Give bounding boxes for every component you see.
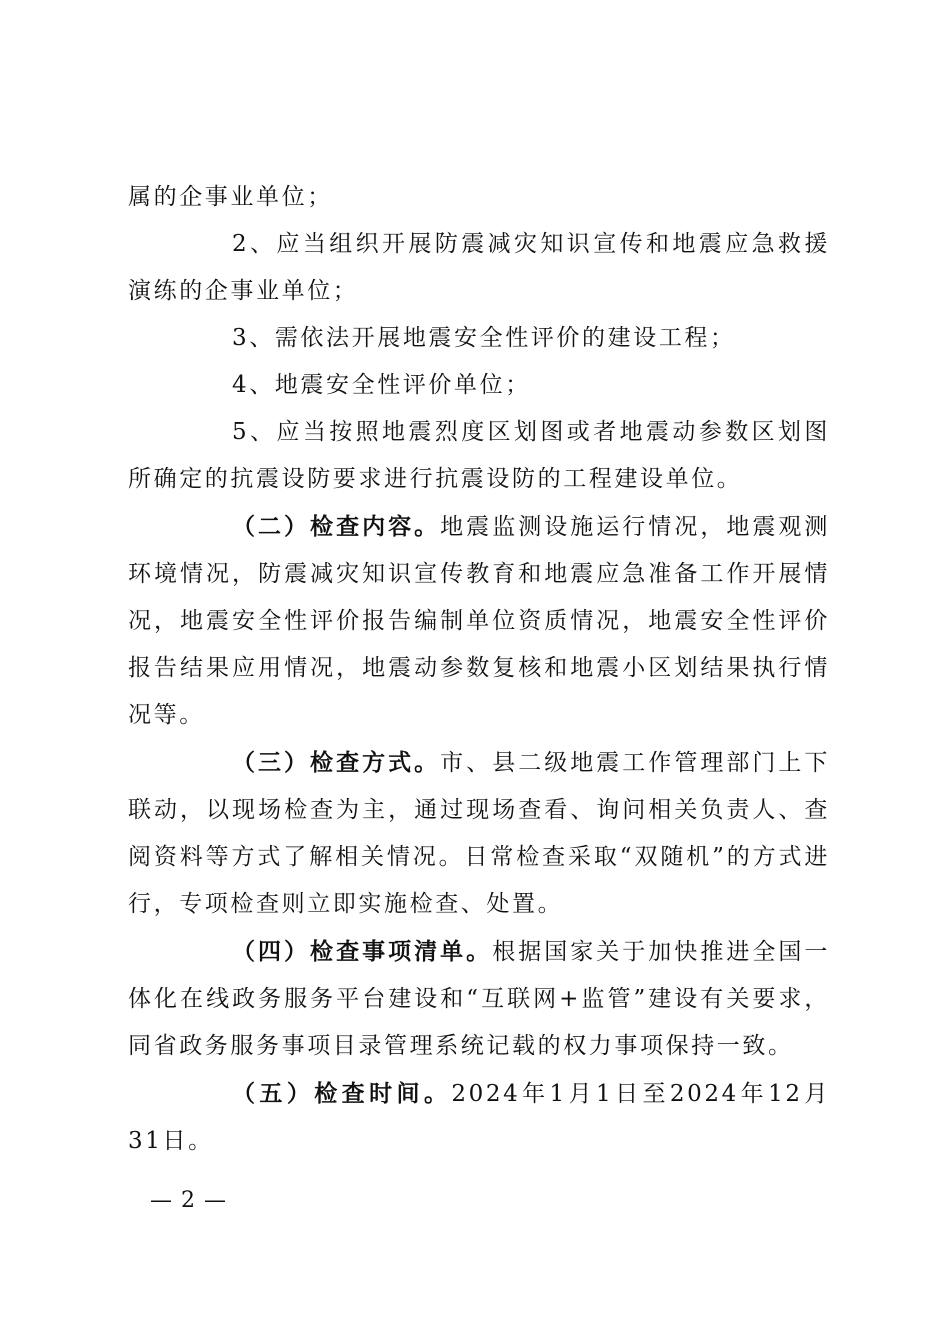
list-item-3: 3、需依法开展地震安全性评价的建设工程； bbox=[232, 325, 736, 351]
list-item-4: 4、地震安全性评价单位； bbox=[232, 372, 531, 398]
section-heading: （四）检查事项清单。 bbox=[232, 938, 493, 965]
page-number: — 2 — bbox=[150, 1188, 227, 1213]
list-item-5: 5、应当按照地震烈度区划图或者地震动参数区划图所确定的抗震设防要求进行抗震设防的工程建设单位。 bbox=[128, 419, 830, 492]
section-heading: （二）检查内容。 bbox=[232, 513, 441, 540]
section-text: 市、县二级地震工作管理部门上下联动，以现场检查为主，通过现场查看、询问相关负责人、查阅资料等方式了解相关情况。日常检查采取“双随机”的方式进行，专项检查则立即实施检查、处置。 bbox=[128, 750, 831, 917]
section-text: 地震监测设施运行情况，地震观测环境情况，防震减灾知识宣传教育和地震应急准备工作开展情况，地震安全性评价报告编制单位资质情况，地震安全性评价报告结果应用情况，地震动参数复核和地震小区划结果执行情况等。 bbox=[128, 514, 831, 728]
section-inspection-content bbox=[128, 503, 830, 739]
section-inspection-list bbox=[128, 928, 830, 1070]
section-inspection-time bbox=[128, 1070, 830, 1165]
body-text bbox=[128, 174, 830, 1165]
section-heading: （五）检查时间。 bbox=[232, 1080, 452, 1107]
section-inspection-method bbox=[128, 739, 830, 928]
list-item-2: 2、应当组织开展防震减灾知识宣传和地震应急救援演练的企事业单位； bbox=[128, 231, 830, 304]
section-text: 根据国家关于加快推进全国一体化在线政务服务平台建设和“互联网+监管”建设有关要求，同省政务服务事项目录管理系统记载的权力事项保持一致。 bbox=[128, 939, 830, 1059]
section-text: 2024年1月1日至2024年12月31日。 bbox=[128, 1081, 830, 1154]
paragraph-continuation: 属的企事业单位； bbox=[128, 184, 333, 210]
section-heading: （三）检查方式。 bbox=[232, 749, 441, 776]
